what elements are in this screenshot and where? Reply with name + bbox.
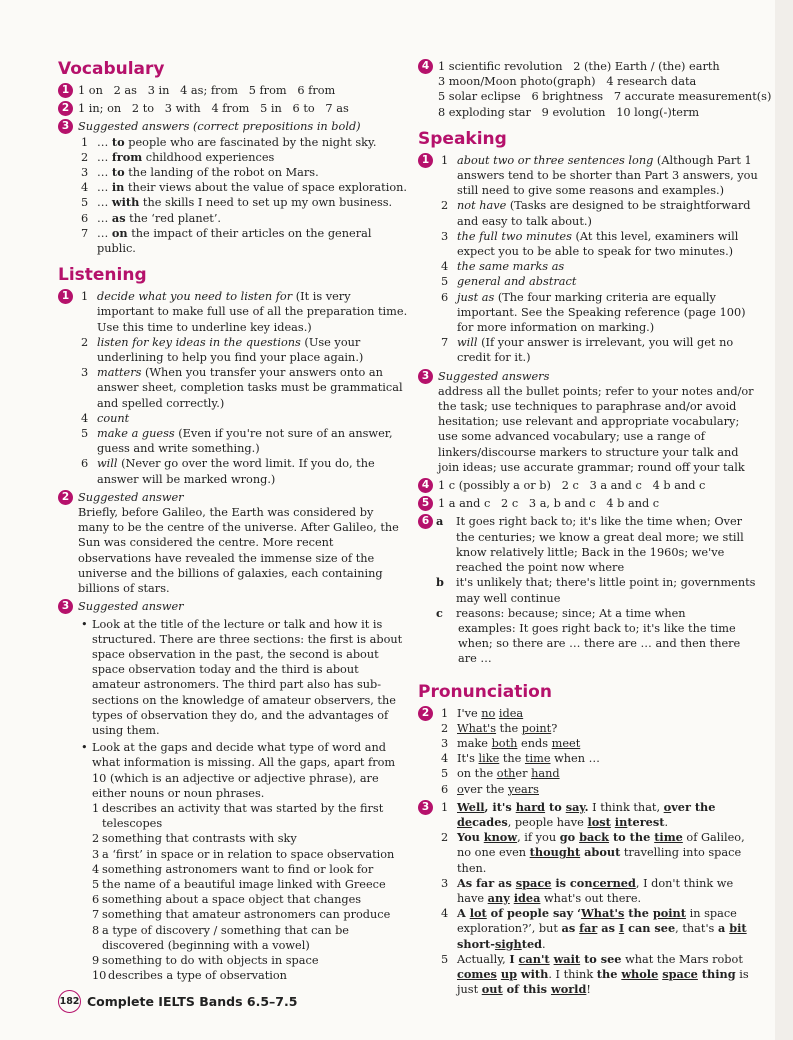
list-item: 1 about two or three sentences long (Although Part 1 answers tend to be shorter than Part 3 answers, you still need to give some reasons and examples.): [441, 153, 758, 198]
list-item: 1 I've no idea: [441, 706, 524, 720]
item-number: 3: [441, 229, 449, 243]
preposition: with: [111, 195, 140, 210]
exercise-number-badge: 1: [418, 153, 433, 168]
list-item: 1 Well, it's hard to say. I think that, over the decades, people have lost interest.: [441, 799, 716, 829]
item-number: 7: [81, 226, 89, 240]
list-item: 3 make both ends meet: [441, 736, 581, 750]
list-item: 4 something astronomers want to find or look for: [92, 862, 374, 876]
answer-text: 1 in; on 2 to 3 with 4 from 5 in 6 to 7 as: [78, 102, 349, 116]
list-item: 4 A lot of people say ‘What's the point in space exploration?’, but as far as I can see, that's a bit short-sighted.: [441, 906, 747, 951]
key-answer: the full two minutes: [457, 229, 572, 243]
list-item: 3 matters (When you transfer your answers onto an answer sheet, completion tasks must be grammatical and spelled correctly.): [81, 366, 403, 410]
item-number: 7: [441, 336, 449, 350]
answer-text: 1 c (possibly a or b) 2 c 3 a and c 4 b and c: [438, 479, 706, 493]
item-number: 2: [92, 832, 100, 846]
list-item: c reasons: because; since; At a time when: [436, 605, 686, 620]
list-item: 6 will (Never go over the word limit. If you do, the answer will be marked wrong.): [81, 457, 375, 486]
speaking-exercise-3: [418, 369, 760, 475]
list-item: b it's unlikely that; there's little point in; governments may well continue: [436, 575, 756, 605]
item-number: 1: [81, 135, 89, 149]
speaking-heading: Speaking: [418, 128, 507, 149]
list-item: 5 … with the skills I need to set up my own business.: [81, 195, 393, 210]
item-number: 9: [92, 953, 100, 967]
list-item: 6 something about a space object that changes: [92, 893, 362, 907]
item-number: 5: [81, 196, 89, 210]
pronunciation-exercise-2: [418, 706, 760, 797]
exercise-number-badge: 4: [418, 478, 433, 493]
listening-section: [58, 264, 408, 983]
listening-exercise-1: [58, 289, 408, 487]
exercise-number-badge: 4: [418, 59, 433, 74]
item-number: 7: [92, 908, 100, 922]
list-item: 2 listen for key ideas in the questions (Use your underlining to help you find your place again.): [81, 335, 364, 365]
item-number: 4: [81, 411, 89, 425]
answer-text: 1 on 2 as 3 in 4 as; from 5 from 6 from: [78, 84, 336, 97]
key-answer: count: [97, 411, 130, 425]
item-number: 5: [81, 427, 89, 441]
list-item: 9 something to do with objects in space: [92, 953, 319, 967]
preposition: on: [111, 225, 128, 240]
item-number: 3: [81, 366, 89, 380]
pronunciation-section: [418, 681, 760, 998]
vocabulary-heading: Vocabulary: [58, 59, 165, 79]
exercise-intro: Suggested answers: [438, 369, 550, 383]
gap-description-list: [92, 801, 408, 983]
speaking-exercise-1: [418, 153, 760, 366]
exercise-number-badge: 2: [418, 706, 433, 721]
exercise-number-badge: 6: [418, 514, 433, 529]
answer-paragraph: address all the bullet points; refer to your notes and/or the task; use techniques to paraphrase and/or avoid hesitation; use relevant and appropriate vocabulary; use some advanced vocabulary; use a range of linkers/discourse markers to structure your talk and join ideas; use accurate grammar; round off your talk: [438, 384, 754, 474]
list-item: 10 describes a type of observation: [92, 969, 287, 983]
list-item: 3 … to the landing of the robot on Mars.: [81, 165, 319, 180]
list-item: 3 the full two minutes (At this level, examiners will expect you to be able to speak for two minutes.): [441, 229, 739, 259]
vocab-answer-list: [78, 135, 408, 257]
item-number: 10: [92, 969, 107, 983]
pron-answer-list: [438, 706, 760, 797]
book-title: Complete IELTS Bands 6.5–7.5: [87, 994, 298, 1009]
list-item: 5 make a guess (Even if you're not sure of an answer, guess and write something.): [81, 427, 393, 456]
listening-exercise-3: [58, 599, 408, 983]
reading-exercise-4: [418, 59, 772, 120]
preposition: to: [111, 165, 125, 180]
letter-answer-list: [438, 514, 760, 620]
item-number: 8: [92, 923, 100, 937]
exercise-number-badge: 3: [58, 599, 73, 614]
left-column: [58, 58, 408, 991]
bullet-icon: •: [81, 617, 88, 631]
list-item: 2 You know, if you go back to the time of Galileo, no one even thought about travelling into space then.: [441, 830, 745, 875]
exercise-number-badge: 3: [418, 369, 433, 384]
list-item: 3 As far as space is concerned, I don't think we have any idea what's out there.: [441, 875, 734, 905]
list-item: 1 describes an activity that was started by the first telescopes: [92, 801, 384, 831]
item-number: 6: [81, 211, 89, 225]
list-item: 2 something that contrasts with sky: [92, 832, 297, 846]
list-item: 4 It's like the time when …: [441, 752, 600, 766]
exercise-number-badge: 3: [58, 119, 73, 134]
list-item: 8 a type of discovery / something that can be discovered (beginning with a vowel): [92, 923, 349, 952]
speaking-exercise-5: [418, 496, 760, 511]
item-number: 6: [441, 290, 449, 304]
key-answer: decide what you need to listen for: [97, 290, 293, 304]
exercise-intro: Suggested answers (correct prepositions in bold): [78, 120, 361, 134]
answer-lines: [438, 59, 772, 120]
key-answer: listen for key ideas in the questions: [97, 335, 301, 349]
item-number: 2: [81, 335, 89, 349]
listening-answer-list: [78, 289, 408, 487]
list-item: 7 will (If your answer is irrelevant, you will get no credit for it.): [441, 336, 734, 365]
list-item: 6 just as (The four marking criteria are equally important. See the Speaking reference (page 100) for more information on marking.): [441, 290, 746, 335]
listening-heading: Listening: [58, 265, 147, 286]
preposition: as: [111, 210, 126, 225]
list-item: 6 over the years: [441, 782, 539, 796]
item-number: 6: [81, 457, 89, 471]
answer-paragraph: Briefly, before Galileo, the Earth was considered by many to be the centre of the universe. After Galileo, the Sun was considered the centre. More recent observations have revealed the immense size of the universe and the billions of galaxies, each containing billions of stars.: [78, 506, 399, 596]
item-letter: b: [436, 575, 444, 590]
bullet-item: [78, 617, 408, 739]
exercise-intro: Suggested answer: [78, 600, 184, 614]
item-number: 1: [92, 801, 100, 815]
pron-sentence-list: [438, 800, 760, 998]
exercise-number-badge: 1: [58, 83, 73, 98]
speaking-exercise-6: [418, 514, 760, 666]
vocabulary-section: [58, 58, 408, 256]
preposition: from: [111, 149, 143, 164]
key-answer: just as: [457, 290, 495, 304]
page-footer: [58, 990, 297, 1013]
key-answer: make a guess: [97, 427, 175, 441]
page-edge: [775, 0, 793, 1040]
key-answer: the same marks as: [457, 260, 565, 274]
item-number: 2: [81, 150, 89, 164]
item-number: 3: [81, 166, 89, 180]
list-item: 6 … as the ‘red planet’.: [81, 210, 222, 225]
item-number: 4: [81, 181, 89, 195]
pronunciation-exercise-3: [418, 800, 760, 998]
item-number: 5: [92, 877, 100, 891]
item-number: 2: [441, 199, 449, 213]
item-number: 4: [92, 862, 100, 876]
speaking-exercise-4: [418, 478, 760, 493]
key-answer: general and abstract: [457, 275, 577, 289]
list-item: 2 What's the point?: [441, 721, 558, 735]
vocab-exercise-1: [58, 83, 408, 98]
pronunciation-heading: Pronunciation: [418, 681, 552, 702]
key-answer: will: [97, 457, 118, 471]
examples-text: examples: It goes right back to; it's like the time when; so there are … there are … and then there are …: [458, 621, 741, 666]
bullet-icon: •: [81, 741, 88, 755]
item-number: 1: [81, 290, 89, 304]
key-answer: will: [457, 336, 478, 350]
answer-line: 3 moon/Moon photo(graph) 4 research data: [438, 75, 697, 89]
list-item: 1 decide what you need to listen for (It is very important to make full use of all the preparation time. Use this time to underline key ideas.): [81, 290, 408, 334]
item-letter: c: [436, 605, 443, 620]
list-item: 7 … on the impact of their articles on the general public.: [81, 225, 372, 256]
list-item: 7 something that amateur astronomers can produce: [92, 908, 391, 922]
bullet-text: Look at the title of the lecture or talk and how it is structured. There are three sections: the first is about space observation in the past, the second is about space observation today and the third is about amateur astronomers. The third part also has sub-sections on the knowledge of amateur observers, the types of observation they do, and the advantages of using them.: [92, 617, 403, 737]
list-item: 1 … to people who are fascinated by the night sky.: [81, 134, 377, 149]
answer-line: 5 solar eclipse 6 brightness 7 accurate measurement(s): [438, 90, 772, 104]
list-item: 4 … in their views about the value of space exploration.: [81, 180, 407, 195]
page-number-badge: 182: [58, 990, 81, 1013]
key-answer: about two or three sentences long: [457, 153, 654, 167]
key-answer: not have: [457, 199, 507, 213]
list-item: [438, 274, 760, 289]
list-item: 5 the name of a beautiful image linked with Greece: [92, 877, 386, 891]
item-number: 1: [441, 153, 449, 167]
list-item: 2 … from childhood experiences: [81, 149, 275, 164]
key-answer: matters: [97, 366, 142, 380]
list-item: [78, 411, 408, 426]
list-item: [438, 259, 760, 274]
item-letter: a: [436, 514, 444, 529]
list-item: 5 on the other hand: [441, 767, 560, 781]
speaking-answer-list: [438, 153, 760, 366]
exercise-number-badge: 2: [58, 101, 73, 116]
exercise-number-badge: 5: [418, 496, 433, 511]
answer-line: 8 exploding star 9 evolution 10 long(-)term: [438, 105, 700, 119]
list-item: 3 a ‘first’ in space or in relation to space observation: [92, 847, 395, 861]
vocab-exercise-3: [58, 119, 408, 256]
item-number: 4: [441, 260, 449, 274]
item-number: 3: [92, 847, 100, 861]
listening-exercise-2: [58, 490, 408, 596]
list-item: 2 not have (Tasks are designed to be straightforward and easy to talk about.): [441, 199, 751, 228]
reading-answers: [418, 59, 772, 120]
bullet-text: Look at the gaps and decide what type of word and what information is missing. All the gaps, apart from 10 (which is an adjective or adjective phrase), are either nouns or noun phrases.: [92, 741, 396, 800]
exercise-number-badge: 2: [58, 490, 73, 505]
bullet-item: [78, 740, 408, 983]
preposition: in: [111, 180, 125, 195]
list-item: 5 Actually, I can't wait to see what the Mars robot comes up with. I think the whole space thing is just out of this world!: [441, 951, 749, 997]
answer-text: 1 a and c 2 c 3 a, b and c 4 b and c: [438, 497, 660, 511]
right-column: [418, 58, 772, 1005]
list-item: a It goes right back to; it's like the time when; Over the centuries; we know a great deal more; we still know relatively little; Back in the 1960s; we've reached the point now where: [436, 514, 744, 575]
preposition: to: [111, 134, 125, 149]
exercise-number-badge: 3: [418, 800, 433, 815]
answer-line: 1 scientific revolution 2 (the) Earth / (the) earth: [438, 60, 720, 73]
exercise-number-badge: 1: [58, 289, 73, 304]
vocab-exercise-2: [58, 101, 408, 116]
item-number: 6: [92, 893, 100, 907]
exercise-intro: Suggested answer: [78, 490, 184, 504]
item-number: 5: [441, 275, 449, 289]
speaking-section: [418, 128, 760, 667]
